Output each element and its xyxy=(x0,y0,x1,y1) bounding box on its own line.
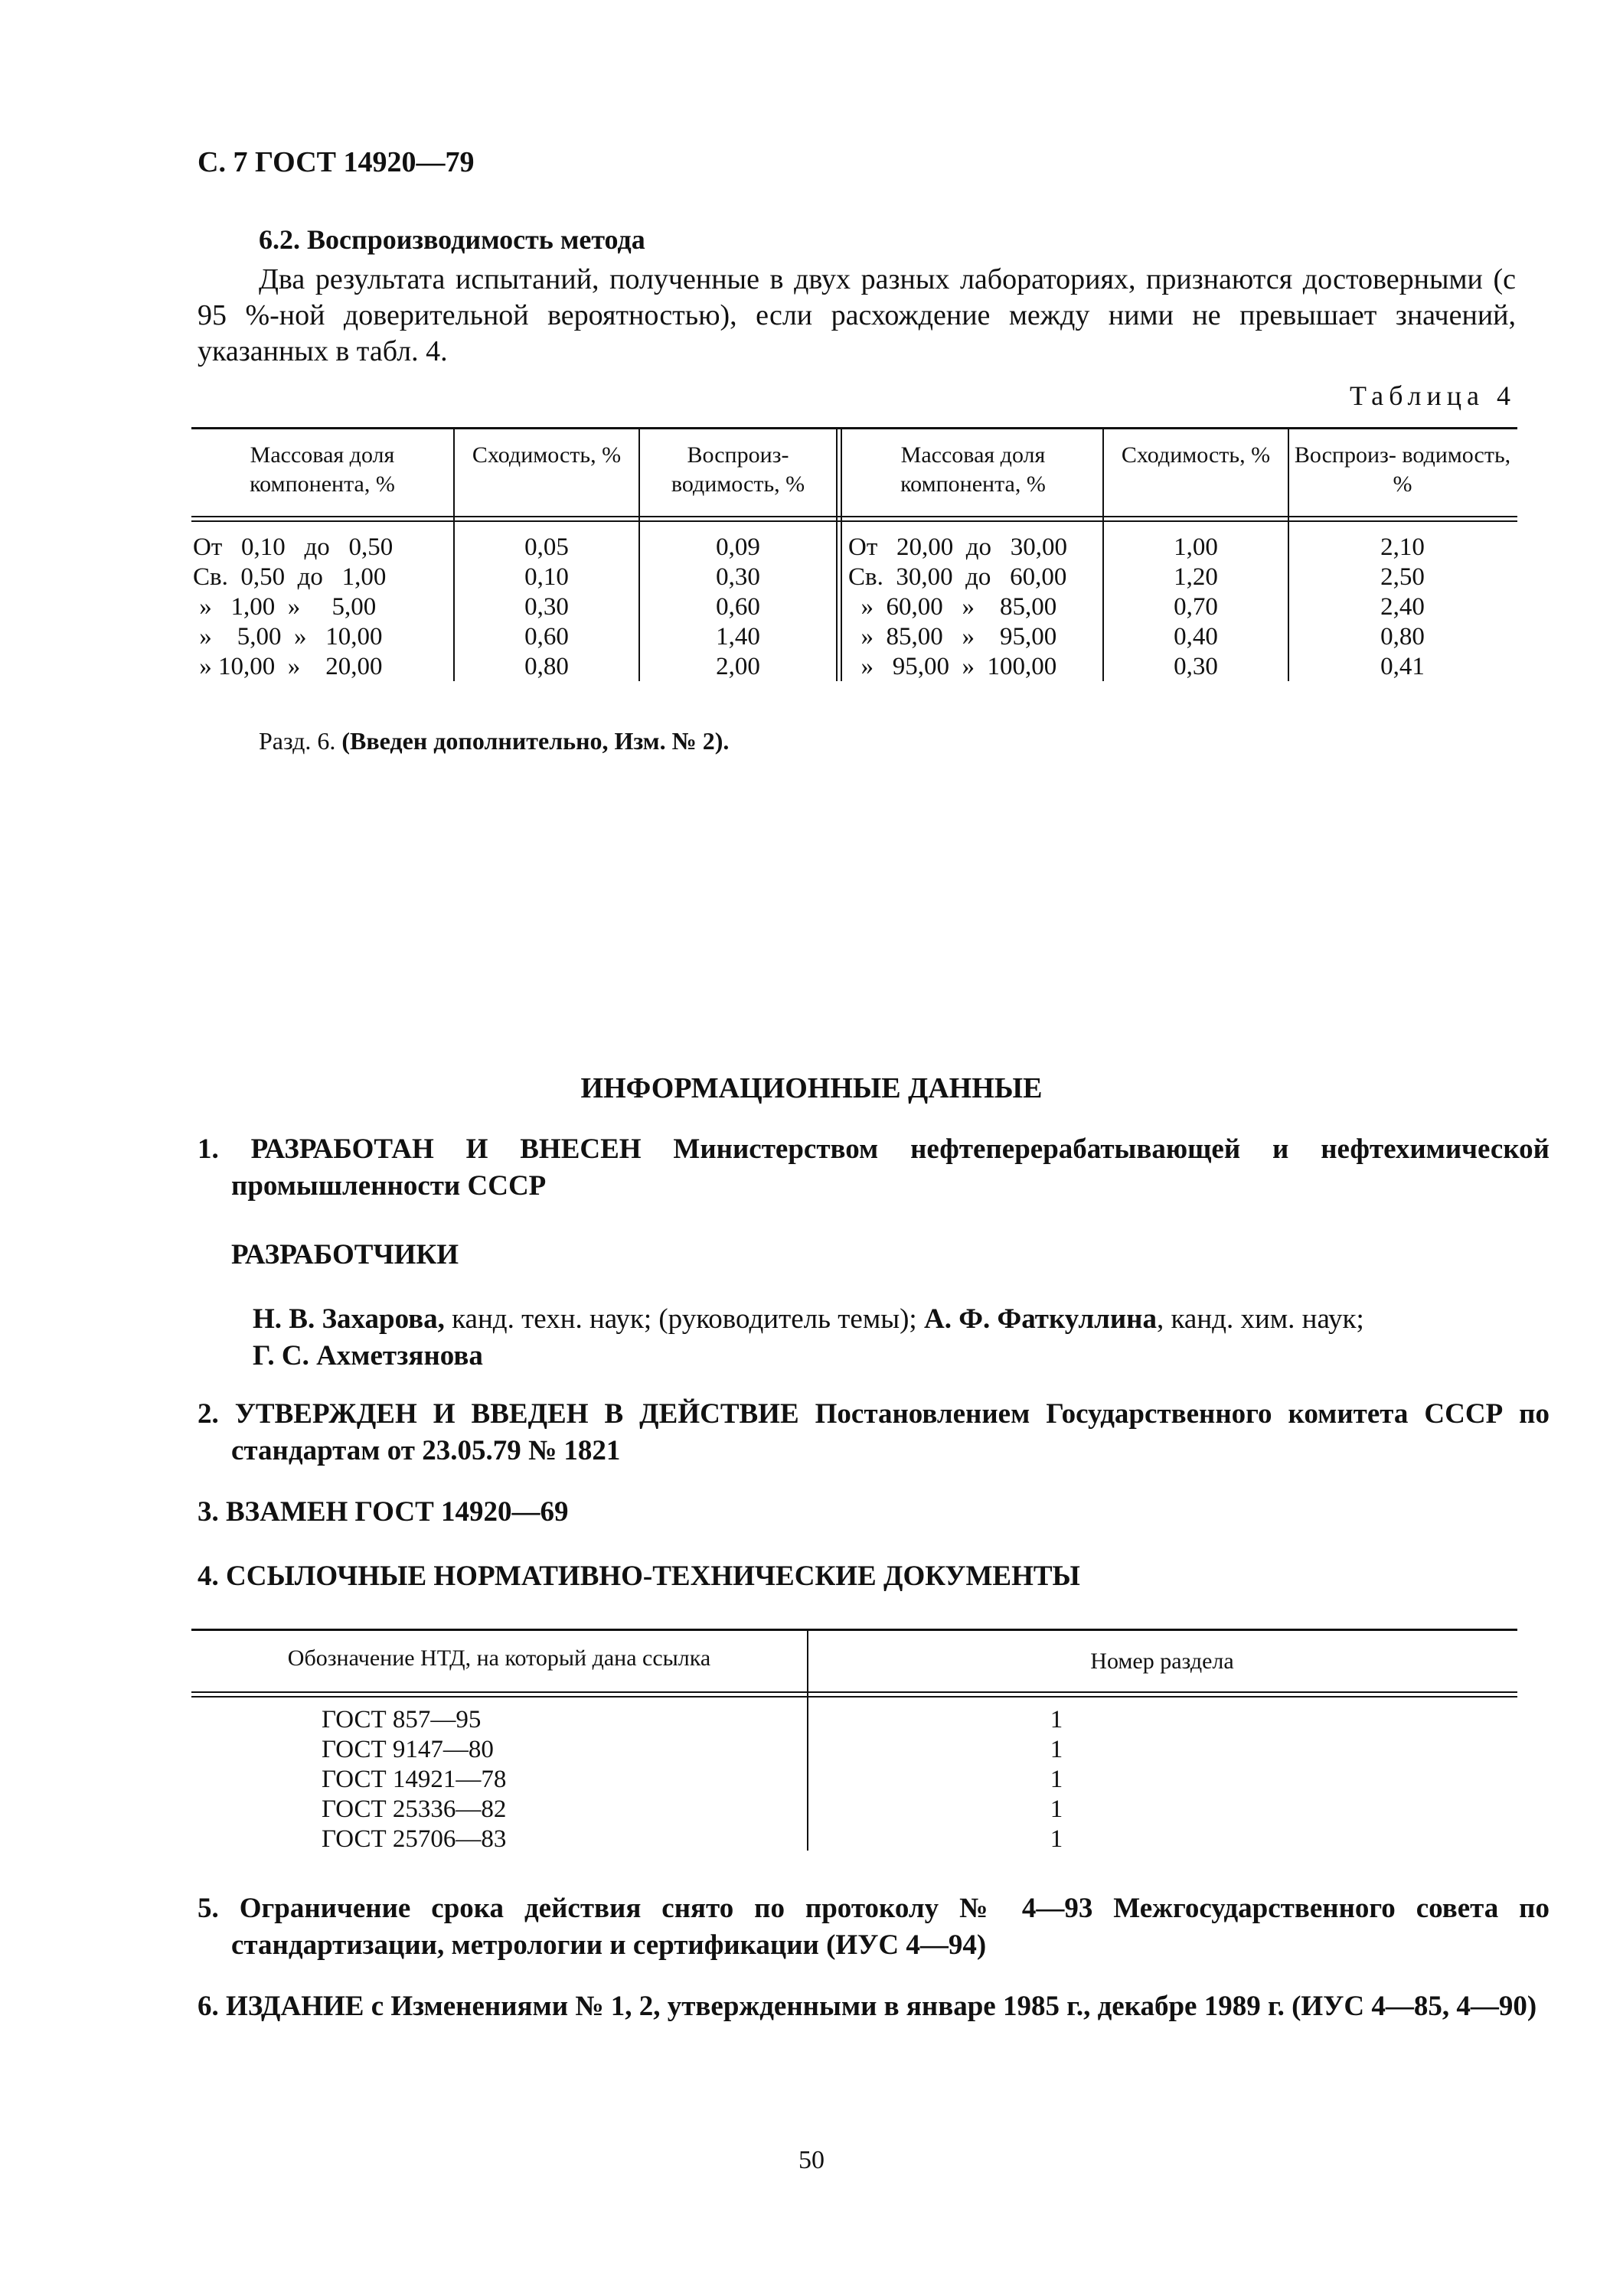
header-reproducibility: Воспроиз- водимость, % xyxy=(671,442,805,497)
page-number: 50 xyxy=(798,2146,825,2174)
ntd-table xyxy=(191,1629,1517,1851)
ntd-doc-cell: ГОСТ 25706—83 xyxy=(322,1825,507,1853)
table-cell-reproducibility: 2,10 xyxy=(1380,533,1425,561)
table-row-range: » 10,00 » 20,00 xyxy=(193,653,383,680)
ntd-doc-cell: ГОСТ 25336—82 xyxy=(322,1795,507,1823)
developer-role: , канд. хим. наук; xyxy=(1157,1303,1364,1335)
info-item-4: 4. ССЫЛОЧНЫЕ НОРМАТИВНО-ТЕХНИЧЕСКИЕ ДОКУМЕНТЫ xyxy=(198,1561,1080,1592)
info-item-5: 5. Ограничение срока действия снято по протоколу № 4—93 Межгосударственного совета по стандартизации, метрологии и сертификации (ИУС 4—94) xyxy=(198,1893,1550,1961)
table-row-range: От 0,10 до 0,50 xyxy=(193,533,394,561)
developer-role: канд. техн. наук; (руководитель темы); xyxy=(444,1303,924,1335)
info-title: ИНФОРМАЦИОННЫЕ ДАННЫЕ xyxy=(580,1072,1043,1104)
table-cell-convergence: 0,60 xyxy=(524,623,569,651)
table-header-rule-2 xyxy=(191,520,1517,522)
table-cell-convergence: 0,10 xyxy=(524,563,569,591)
ntd-header-rule-2 xyxy=(191,1696,1517,1698)
header-convergence: Сходимость, % xyxy=(1121,442,1271,468)
info-item-1: 1. РАЗРАБОТАН И ВНЕСЕН Министерством нефтеперерабатывающей и нефтехимической промышленности СССР xyxy=(198,1133,1550,1202)
table-cell-convergence: 1,00 xyxy=(1174,533,1218,561)
table-row-range: Св. 30,00 до 60,00 xyxy=(848,563,1067,591)
table-cell-convergence: 0,40 xyxy=(1174,623,1218,651)
header-mass-fraction: Массовая доля компонента, % xyxy=(900,442,1046,497)
developer-name: Г. С. Ахметзянова xyxy=(253,1340,483,1371)
table-cell-reproducibility: 0,30 xyxy=(716,563,760,591)
info-item-3: 3. ВЗАМЕН ГОСТ 14920—69 xyxy=(198,1496,569,1528)
section-title: 6.2. Воспроизводимость метода xyxy=(259,224,645,255)
table-label: Таблица 4 xyxy=(1350,380,1516,411)
info-item-6: 6. ИЗДАНИЕ с Изменениями № 1, 2, утвержденными в январе 1985 г., декабре 1989 г. (ИУС 4—85, 4—90) xyxy=(198,1991,1537,2022)
table-col-divider xyxy=(841,427,842,681)
table-col-divider xyxy=(836,427,838,681)
ntd-section-cell: 1 xyxy=(1050,1736,1063,1763)
developer-name: А. Ф. Фаткуллина xyxy=(923,1303,1157,1335)
table-col-divider xyxy=(1102,427,1104,681)
table-cell-reproducibility: 1,40 xyxy=(716,623,760,651)
ntd-section-cell: 1 xyxy=(1050,1795,1063,1823)
ntd-top-rule xyxy=(191,1629,1517,1631)
table-cell-convergence: 0,05 xyxy=(524,533,569,561)
table-cell-reproducibility: 2,00 xyxy=(716,653,760,680)
table-row-range: » 1,00 » 5,00 xyxy=(193,593,377,621)
table-4 xyxy=(191,427,1517,681)
table-row-range: От 20,00 до 30,00 xyxy=(848,533,1068,561)
amendment-note xyxy=(259,727,729,755)
header-convergence: Сходимость, % xyxy=(472,442,622,468)
table-row-range: » 60,00 » 85,00 xyxy=(848,593,1057,621)
ntd-doc-cell: ГОСТ 14921—78 xyxy=(322,1766,507,1793)
ntd-doc-cell: ГОСТ 857—95 xyxy=(322,1706,482,1733)
table-cell-reproducibility: 0,09 xyxy=(716,533,760,561)
ntd-header-doc: Обозначение НТД, на который дана ссылка xyxy=(287,1645,711,1671)
table-cell-reproducibility: 0,80 xyxy=(1380,623,1425,651)
info-item-2: 2. УТВЕРЖДЕН И ВВЕДЕН В ДЕЙСТВИЕ Постановлением Государственного комитета СССР по стандартам от 23.05.79 № 1821 xyxy=(198,1398,1550,1466)
table-col-divider xyxy=(638,427,640,681)
table-cell-convergence: 0,80 xyxy=(524,653,569,680)
table-cell-reproducibility: 2,50 xyxy=(1380,563,1425,591)
header-mass-fraction: Массовая доля компонента, % xyxy=(250,442,395,497)
table-row-range: » 85,00 » 95,00 xyxy=(848,623,1057,651)
ntd-doc-cell: ГОСТ 9147—80 xyxy=(322,1736,494,1763)
table-col-divider xyxy=(453,427,455,681)
developers-heading: РАЗРАБОТЧИКИ xyxy=(231,1239,459,1270)
table-cell-reproducibility: 0,41 xyxy=(1380,653,1425,680)
section-paragraph: Два результата испытаний, полученные в двух разных лабораториях, признаются достоверными (с 95 %-ной доверительной вероятностью), если расхождение между ними не превышает значений, указанных в табл. 4. xyxy=(198,263,1516,367)
table-cell-reproducibility: 0,60 xyxy=(716,593,760,621)
table-row-range: » 95,00 » 100,00 xyxy=(848,653,1057,680)
note-prefix: Разд. 6. xyxy=(259,727,342,755)
table-cell-convergence: 0,70 xyxy=(1174,593,1218,621)
ntd-section-cell: 1 xyxy=(1050,1706,1063,1733)
ntd-header-section: Номер раздела xyxy=(1090,1649,1234,1674)
table-top-rule xyxy=(191,427,1517,429)
table-cell-convergence: 0,30 xyxy=(1174,653,1218,680)
table-cell-convergence: 1,20 xyxy=(1174,563,1218,591)
developer-name: Н. В. Захарова, xyxy=(253,1303,445,1335)
header-reproducibility: Воспроиз- водимость, % xyxy=(1294,442,1511,497)
ntd-header-rule xyxy=(191,1691,1517,1693)
table-col-divider xyxy=(1288,427,1289,681)
developers-list xyxy=(253,1301,1516,1375)
table-row-range: Св. 0,50 до 1,00 xyxy=(193,563,387,591)
ntd-section-cell: 1 xyxy=(1050,1766,1063,1793)
ntd-section-cell: 1 xyxy=(1050,1825,1063,1853)
table-cell-reproducibility: 2,40 xyxy=(1380,593,1425,621)
table-cell-convergence: 0,30 xyxy=(524,593,569,621)
table-row-range: » 5,00 » 10,00 xyxy=(193,623,383,651)
note-bold: (Введен дополнительно, Изм. № 2). xyxy=(341,727,730,755)
running-head: С. 7 ГОСТ 14920—79 xyxy=(198,146,475,178)
table-header-rule xyxy=(191,516,1517,517)
